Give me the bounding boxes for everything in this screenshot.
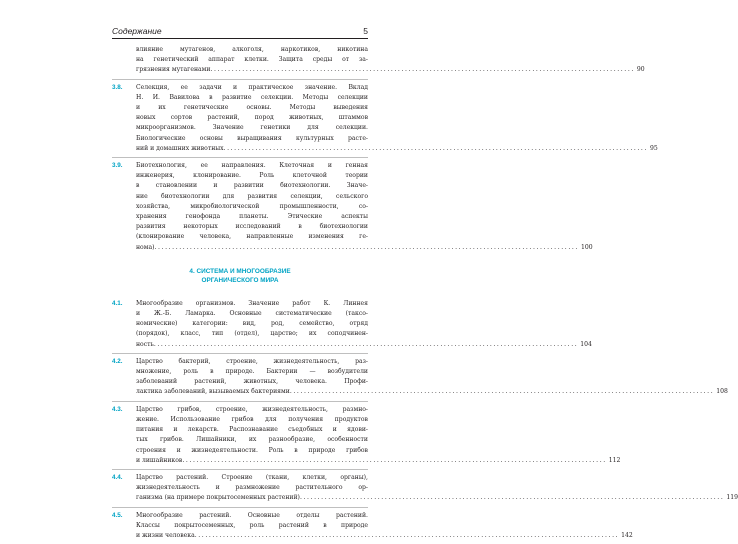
entry-page-number: 90: [636, 66, 645, 74]
entry-text-line: Царство грибов, строение, жизнедеятельность, размно-: [136, 405, 368, 413]
entry-text-line: жизнедеятельность и размножение растительного ор-: [136, 484, 368, 492]
entry-text-line: жение. Использование грибов для получения продуктов: [136, 415, 368, 423]
entry-text-line: и Ж.-Б. Ламарка. Основные систематические (таксо-: [136, 310, 368, 318]
toc-entries-bottom: [112, 299, 738, 541]
entry-text-line: новых сортов растений, пород животных, штаммов: [136, 114, 368, 122]
running-header: [112, 26, 368, 38]
entry-text-line: питания и лекарств. Распознавание съедобных и ядови-: [136, 426, 368, 434]
toc-entry[interactable]: [112, 83, 658, 154]
section-heading: [112, 267, 368, 285]
toc-entry[interactable]: [112, 405, 621, 466]
entry-page-number: 100: [580, 243, 593, 251]
entry-text-line: ность: [136, 340, 154, 348]
entry-last-line: [136, 387, 728, 397]
dot-leader: ........................................................................................................................: [210, 66, 635, 74]
entry-divider: [112, 507, 368, 508]
entry-last-line: [136, 340, 592, 350]
entry-text-line: тых грибов. Лишайники, их разнообразие, особенности: [136, 436, 368, 444]
entry-text-line: инженерия, клонирование. Роль клеточной теории: [136, 172, 368, 180]
toc-entry[interactable]: [112, 161, 593, 253]
toc-entry[interactable]: [112, 45, 645, 76]
entry-page-number: 112: [608, 456, 621, 464]
entry-text-line: хранения генофонда планеты. Этические аспекты: [136, 213, 368, 221]
entry-number: 4.5.: [112, 511, 123, 519]
entry-text-line: в становлении и развитии биотехнологии. Значе-: [136, 182, 368, 190]
entry-text-line: грязнения мутагенами: [136, 66, 211, 74]
entry-divider: [112, 157, 368, 158]
entry-text-line: Царство бактерий, строение, жизнедеятельность, раз-: [136, 357, 368, 365]
entry-text-line: номические) категории: вид, род, семейство, отряд: [136, 320, 368, 328]
dot-leader: ........................................................................................................................: [289, 388, 715, 396]
entry-page-number: 142: [621, 531, 633, 539]
dot-leader: ........................................................................................................................: [154, 243, 579, 251]
header-title: Содержание: [112, 26, 162, 36]
entry-text-line: ганизма (на примере покрытосеменных растений): [136, 494, 300, 502]
entry-number: 4.2.: [112, 357, 123, 365]
entry-text-line: (порядок), класс, тип (отдел), царство; их соподчинен-: [136, 330, 368, 338]
entry-last-line: [136, 65, 645, 75]
entry-text-line: и их генетические основы. Методы выведения: [136, 104, 368, 112]
entry-text-line: (клонирование человека, направленные изменения ге-: [136, 233, 368, 241]
page-number: 5: [363, 26, 368, 36]
dot-leader: ........................................................................................................................: [182, 456, 607, 464]
entry-last-line: [136, 531, 633, 541]
entry-text-line: множение, роль в природе. Бактерии — возбудители: [136, 368, 368, 376]
dot-leader: ........................................................................................................................: [223, 144, 649, 152]
toc-entries-top: [112, 45, 658, 253]
entry-text-line: нома): [136, 243, 155, 251]
table-of-contents: [112, 45, 738, 544]
entry-last-line: [136, 243, 593, 253]
entry-number: 4.3.: [112, 405, 123, 413]
entry-text-line: микроорганизмов. Значение генетики для селекции.: [136, 124, 368, 132]
entry-last-line: [136, 144, 658, 154]
entry-number: 3.9.: [112, 162, 123, 170]
entry-number: 4.1.: [112, 299, 123, 307]
entry-text-line: Биологические основы выращивания культурных расте-: [136, 134, 368, 142]
entry-page-number: 95: [650, 144, 658, 152]
entry-text-line: влияние мутагенов, алкоголя, наркотиков, никотина: [136, 46, 368, 53]
entry-text-line: Классы покрытосеменных, роль растений в природе: [136, 521, 368, 529]
entry-text-line: Селекция, ее задачи и практическое значение. Вклад: [136, 83, 368, 91]
toc-entry[interactable]: [112, 511, 633, 542]
entry-text-line: на генетический аппарат клетки. Защита среды от за-: [136, 56, 368, 64]
toc-entry[interactable]: [112, 299, 592, 350]
entry-number: 4.4.: [112, 473, 123, 481]
entry-text-line: и жизни человека: [136, 531, 195, 539]
entry-text-line: ний и домашних животных: [136, 144, 224, 152]
entry-text-line: заболеваний растений, животных, человека. Профи-: [136, 378, 368, 386]
dot-leader: ........................................................................................................................: [153, 340, 579, 348]
toc-entry[interactable]: [112, 357, 728, 398]
toc-entry[interactable]: [112, 473, 738, 504]
entry-number: 3.8.: [112, 83, 123, 91]
section-title-line-2: ОРГАНИЧЕСКОГО МИРА: [201, 276, 279, 284]
entry-divider: [112, 401, 368, 402]
entry-divider: [112, 469, 368, 470]
entry-text-line: хозяйства, микробиологической промышленности, со-: [136, 202, 368, 210]
entry-divider: [112, 79, 368, 80]
entry-text-line: и лишайников: [136, 456, 183, 464]
entry-last-line: [136, 493, 738, 503]
entry-text-line: Многообразие растений. Основные отделы растений.: [136, 511, 368, 519]
entry-text-line: Биотехнология, ее направления. Клеточная и генная: [136, 162, 368, 170]
entry-text-line: развития некоторых исследований в биотехнологии: [136, 223, 368, 231]
entry-text-line: Н. И. Вавилова в развитие селекции. Методы селекции: [136, 93, 368, 101]
header-rule: [112, 38, 368, 39]
section-title-line-1: 4. СИСТЕМА И МНОГООБРАЗИЕ: [189, 267, 291, 275]
entry-page-number: 104: [580, 340, 592, 348]
entry-text-line: ние биотехнологии для развития селекции, сельского: [136, 192, 368, 200]
entry-text-line: Многообразие организмов. Значение работ К. Линнея: [136, 299, 368, 307]
entry-last-line: [136, 456, 621, 466]
entry-text-line: строения и жизнедеятельности. Роль в природе грибов: [136, 446, 368, 454]
entry-page-number: 108: [716, 388, 728, 396]
entry-page-number: 119: [726, 494, 738, 502]
dot-leader: ........................................................................................................................: [194, 531, 620, 539]
entry-text-line: лактика заболеваний, вызываемых бактериями: [136, 388, 290, 396]
entry-divider: [112, 353, 368, 354]
dot-leader: ........................................................................................................................: [299, 494, 725, 502]
entry-text-line: Царство растений. Строение (ткани, клетки, органы),: [136, 473, 368, 481]
